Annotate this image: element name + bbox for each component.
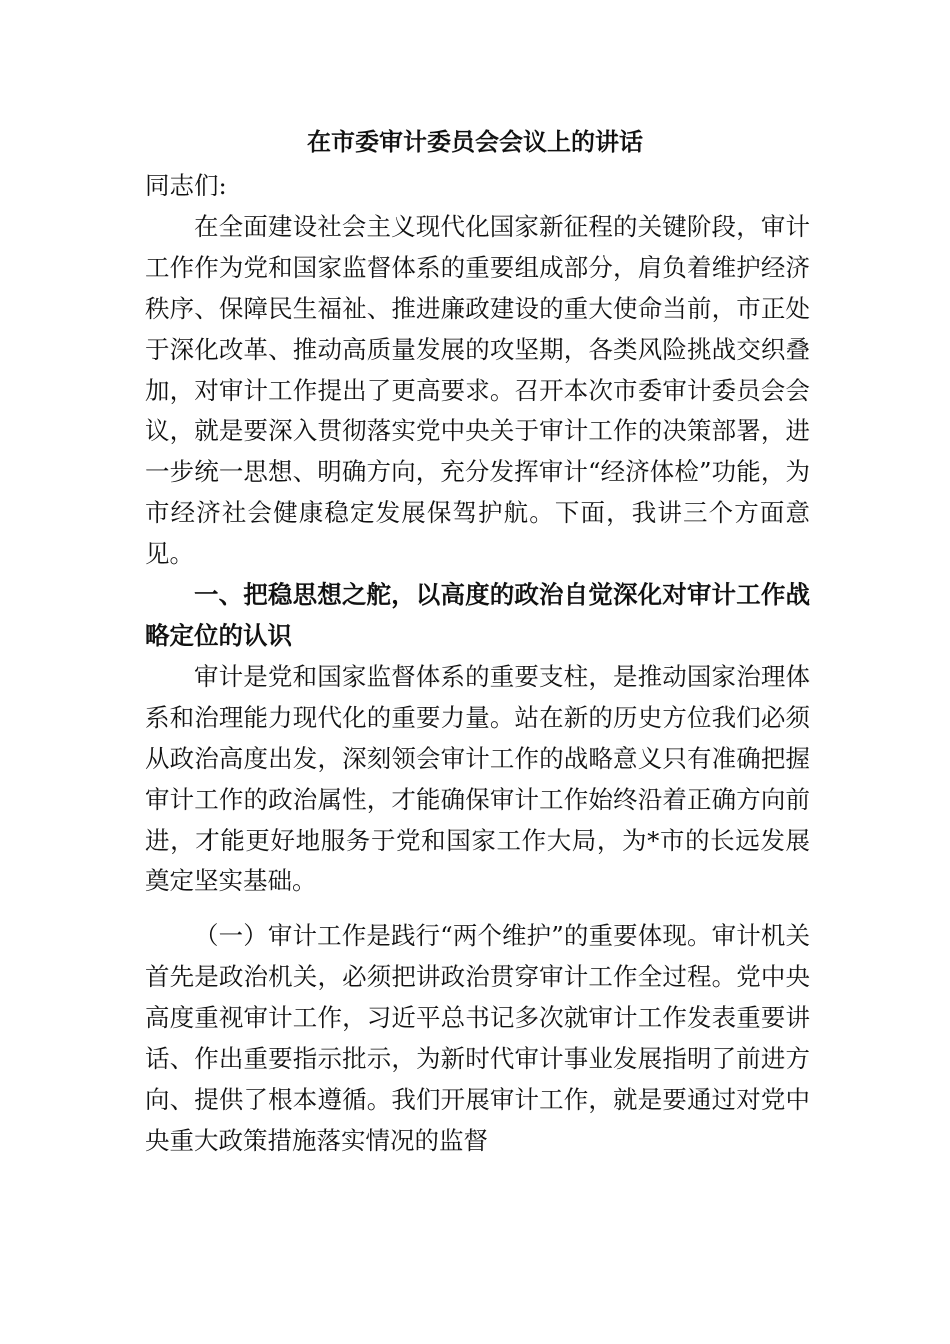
salutation: 同志们:: [145, 171, 227, 200]
paragraph-section-1: 审计是党和国家监督体系的重要支柱，是推动国家治理体系和治理能力现代化的重要力量。站在新的历史方位我们必须从政治高度出发，深刻领会审计工作的战略意义只有准确把握审计工作的政治属性，才能确保审计工作始终沿着正确方向前进，才能更好地服务于党和国家工作大局，为*市的长远发展奠定坚实基础。: [145, 661, 810, 896]
section-heading-1: 一、把稳思想之舵，以高度的政治自觉深化对审计工作战略定位的认识: [145, 580, 810, 650]
document-title: 在市委审计委员会会议上的讲话: [307, 128, 643, 156]
document-body: [145, 166, 810, 1162]
paragraph-subsection-1: （一）审计工作是践行“两个维护”的重要体现。审计机关首先是政治机关，必须把讲政治贯穿审计工作全过程。党中央高度重视审计工作，习近平总书记多次就审计工作发表重要讲话、作出重要指示批示，为新时代审计事业发展指明了前进方向、提供了根本遵循。我们开展审计工作，就是要通过对党中央重大政策措施落实情况的监督: [145, 921, 810, 1155]
paragraph-intro: 在全面建设社会主义现代化国家新征程的关键阶段，审计工作作为党和国家监督体系的重要组成部分，肩负着维护经济秩序、保障民生福祉、推进廉政建设的重大使命当前，市正处于深化改革、推动高质量发展的攻坚期，各类风险挑战交织叠加，对审计工作提出了更高要求。召开本次市委审计委员会会议，就是要深入贯彻落实党中央关于审计工作的决策部署，进一步统一思想、明确方向，充分发挥审计“经济体检”功能，为市经济社会健康稳定发展保驾护航。下面，我讲三个方面意见。: [145, 211, 810, 569]
